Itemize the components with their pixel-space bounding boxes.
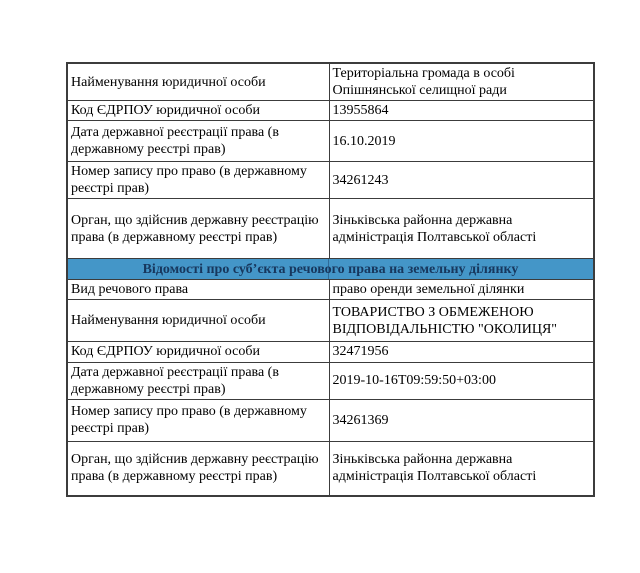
row-subject-record-number	[67, 399, 594, 441]
row-edrpou-code	[67, 101, 594, 121]
label-edrpou-code: Код ЄДРПОУ юридичної особи	[67, 101, 329, 121]
label-subject-registration-date: Дата державної реєстрації права (в державному реєстрі прав)	[67, 362, 329, 399]
row-section-banner	[67, 259, 594, 280]
value-subject-registration-authority: Зіньківська районна державна адміністрація Полтавської області	[329, 441, 594, 496]
label-subject-edrpou-code: Код ЄДРПОУ юридичної особи	[67, 342, 329, 362]
row-subject-registration-date	[67, 362, 594, 399]
value-right-type: право оренди земельної ділянки	[329, 280, 594, 300]
value-subject-entity-name: ТОВАРИСТВО З ОБМЕЖЕНОЮ ВІДПОВІДАЛЬНІСТЮ "ОКОЛИЦЯ"	[329, 300, 594, 342]
label-entity-name: Найменування юридичної особи	[67, 63, 329, 101]
row-registration-date	[67, 121, 594, 162]
registry-table	[66, 62, 595, 497]
row-subject-entity-name	[67, 300, 594, 342]
row-right-type	[67, 280, 594, 300]
value-registration-date: 16.10.2019	[329, 121, 594, 162]
label-subject-registration-authority: Орган, що здійснив державну реєстрацію права (в державному реєстрі прав)	[67, 441, 329, 496]
value-registration-authority: Зіньківська районна державна адміністрація Полтавської області	[329, 199, 594, 259]
value-subject-edrpou-code: 32471956	[329, 342, 594, 362]
label-registration-date: Дата державної реєстрації права (в державному реєстрі прав)	[67, 121, 329, 162]
row-subject-edrpou-code	[67, 342, 594, 362]
label-subject-record-number: Номер запису про право (в державному реєстрі прав)	[67, 399, 329, 441]
value-subject-record-number: 34261369	[329, 399, 594, 441]
value-entity-name: Територіальна громада в особі Опішнянської селищної ради	[329, 63, 594, 101]
value-subject-registration-date: 2019-10-16T09:59:50+03:00	[329, 362, 594, 399]
label-right-type: Вид речового права	[67, 280, 329, 300]
section-header-banner: Відомості про суб’єкта речового права на земельну ділянку	[67, 259, 594, 280]
label-registration-authority: Орган, що здійснив державну реєстрацію права (в державному реєстрі прав)	[67, 199, 329, 259]
label-subject-entity-name: Найменування юридичної особи	[67, 300, 329, 342]
row-subject-registration-authority	[67, 441, 594, 496]
row-record-number	[67, 162, 594, 199]
value-edrpou-code: 13955864	[329, 101, 594, 121]
label-record-number: Номер запису про право (в державному реєстрі прав)	[67, 162, 329, 199]
value-record-number: 34261243	[329, 162, 594, 199]
row-registration-authority	[67, 199, 594, 259]
row-entity-name	[67, 63, 594, 101]
